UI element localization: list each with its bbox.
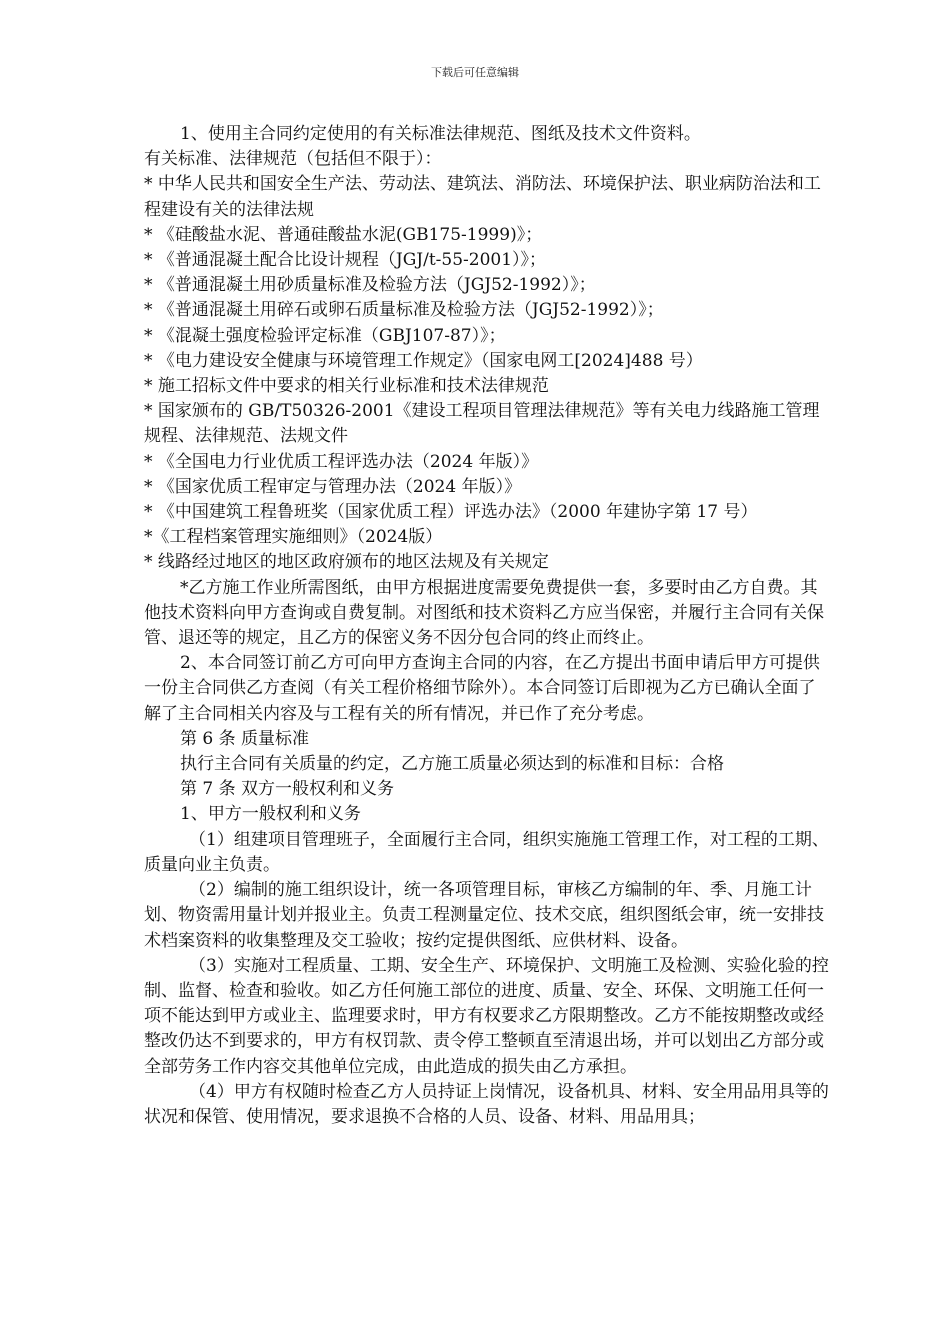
paragraph: 第 7 条 双方一般权利和义务 [180,779,395,800]
paragraph: * 《全国电力行业优质工程评选办法（2024 年版）》 [144,451,539,472]
paragraph: * 国家颁布的 GB/T50326-2001《建设工程项目管理法律规范》等有关电力线路施工管理规程、法律规范、法规文件 [144,401,820,447]
paragraph: * 《中国建筑工程鲁班奖（国家优质工程）评选办法》（2000 年建协字第 17 号） [144,502,758,523]
paragraph: 1、使用主合同约定使用的有关标准法律规范、图纸及技术文件资料。 [180,124,701,144]
paragraph: （4）甲方有权随时检查乙方人员持证上岗情况，设备机具、材料、安全用品用具等的状况和保管、使用情况，要求退换不合格的人员、设备、材料、用品用具； [144,1081,829,1127]
paragraph: （2）编制的施工组织设计，统一各项管理目标，审核乙方编制的年、季、月施工计划、物资需用量计划并报业主。负责工程测量定位、技术交底，组织图纸会审，统一安排技术档案资料的收集整理及交工验收；按约定提供图纸、应供材料、设备。 [144,880,824,951]
header-note: 下载后可任意编辑 [431,66,519,79]
paragraph: * 《普通混凝土用碎石或卵石质量标准及检验方法（JGJ52-1992）》； [144,300,664,321]
paragraph: *乙方施工作业所需图纸，由甲方根据进度需要免费提供一套，多要时由乙方自费。其他技术资料向甲方查询或自费复制。对图纸和技术资料乙方应当保密，并履行主合同有关保管、退还等的规定，且乙方的保密义务不因分包合同的终止而终止。 [144,577,824,649]
paragraph: * 中华人民共和国安全生产法、劳动法、建筑法、消防法、环境保护法、职业病防治法和工程建设有关的法律法规 [144,174,821,220]
paragraph: （1）组建项目管理班子，全面履行主合同，组织实施施工管理工作，对工程的工期、质量向业主负责。 [144,829,829,875]
paragraph: * 《电力建设安全健康与环境管理工作规定》（国家电网工[2024]488 号） [144,350,703,371]
paragraph: * 施工招标文件中要求的相关行业标准和技术法律规范 [144,376,549,397]
paragraph: * 《普通混凝土用砂质量标准及检验方法（JGJ52-1992）》； [144,275,596,296]
paragraph: * 线路经过地区的地区政府颁布的地区法规及有关规定 [144,552,549,573]
paragraph: *《工程档案管理实施细则》（2024版） [144,527,443,548]
paragraph: 执行主合同有关质量的约定，乙方施工质量必须达到的标准和目标：合格 [180,754,724,775]
paragraph: 第 6 条 质量标准 [180,728,310,749]
document-body [144,122,832,1130]
paragraph: 有关标准、法律规范（包括但不限于）： [144,149,442,170]
paragraph: * 《硅酸盐水泥、普通硅酸盐水泥(GB175-1999)》； [144,224,543,245]
paragraph: * 《国家优质工程审定与管理办法（2024 年版）》 [144,476,522,497]
paragraph: （3）实施对工程质量、工期、安全生产、环境保护、文明施工及检测、实验化验的控制、监督、检查和验收。如乙方任何施工部位的进度、质量、安全、环保、文明施工任何一项不能达到甲方或业主、监理要求时，甲方有权要求乙方限期整改。乙方不能按期整改或经整改仍达不到要求的，甲方有权罚款、责令停工整顿直至清退出场，并可以划出乙方部分或全部劳务工作内容交其他单位完成，由此造成的损失由乙方承担。 [144,955,829,1077]
paragraph: * 《混凝土强度检验评定标准（GBJ107-87）》； [144,325,506,346]
paragraph: 1、甲方一般权利和义务 [180,804,361,825]
paragraph: * 《普通混凝土配合比设计规程（JGJ/t-55-2001）》； [144,250,547,271]
paragraph: 2、本合同签订前乙方可向甲方查询主合同的内容，在乙方提出书面申请后甲方可提供一份主合同供乙方查阅（有关工程价格细节除外）。本合同签订后即视为乙方已确认全面了解了主合同相关内容及与工程有关的所有情况，并已作了充分考虑。 [144,653,820,724]
